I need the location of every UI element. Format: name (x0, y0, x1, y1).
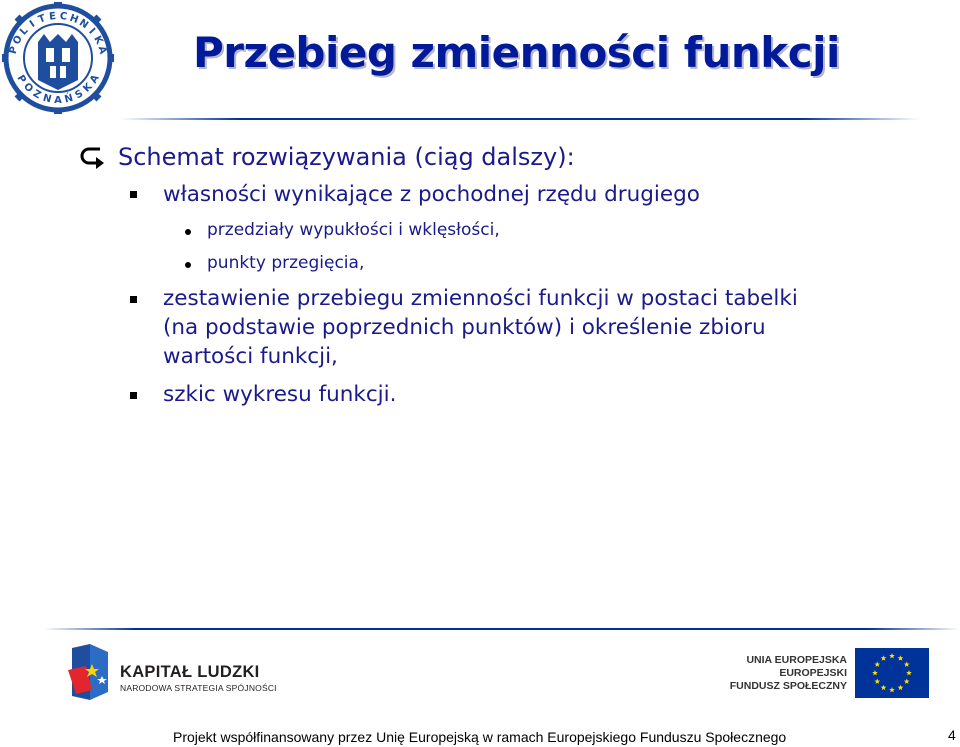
list-item-line: zestawienie przebiegu zmienności funkcji w postaci tabelki (163, 286, 798, 311)
svg-text:L: L (18, 25, 31, 38)
svg-text:T: T (37, 13, 48, 26)
svg-text:O: O (21, 81, 35, 95)
square-bullet (130, 191, 137, 198)
svg-text:P: P (14, 73, 28, 86)
svg-text:K: K (91, 34, 105, 47)
svg-text:H: H (68, 12, 80, 26)
svg-text:I: I (86, 26, 97, 37)
svg-text:C: C (59, 10, 68, 23)
list-item-line: wartości funkcji, (163, 344, 338, 369)
svg-text:Z: Z (30, 88, 43, 102)
curved-arrow-bullet-icon (80, 144, 106, 170)
kapital-ludzki-subtitle: NARODOWA STRATEGIA SPÓJNOŚCI (120, 683, 277, 693)
kapital-ludzki-title: KAPITAŁ LUDZKI (120, 663, 260, 681)
square-bullet (130, 392, 137, 399)
project-footer-text: Projekt współfinansowany przez Unię Europejską w ramach Europejskiego Funduszu Społecznego (173, 729, 787, 745)
svg-text:S: S (73, 88, 86, 102)
svg-text:Ń: Ń (63, 92, 75, 106)
footer-divider (44, 628, 960, 630)
svg-text:A: A (88, 73, 102, 86)
list-item-line: (na podstawie poprzednich punktów) i określenie zbioru (163, 315, 766, 340)
svg-text:N: N (76, 17, 91, 32)
list-item: punkty przegięcia, (207, 253, 365, 273)
list-item: własności wynikające z pochodnej rzędu drugiego (163, 182, 700, 207)
svg-text:E: E (48, 10, 57, 23)
svg-text:A: A (95, 45, 109, 56)
title-divider (120, 118, 920, 120)
round-bullet (185, 262, 191, 268)
kapital-ludzki-logo-icon (66, 642, 114, 704)
svg-text:A: A (54, 95, 62, 106)
eu-label-line: EUROPEJSKI (779, 667, 847, 679)
round-bullet (185, 229, 191, 235)
eu-label-line: UNIA EUROPEJSKA (746, 654, 847, 666)
svg-text:P: P (7, 45, 21, 56)
eu-flag-icon (855, 648, 929, 698)
svg-text:K: K (81, 81, 95, 95)
svg-text:I: I (27, 18, 38, 30)
svg-text:O: O (11, 33, 25, 47)
eu-label-line: FUNDUSZ SPOŁECZNY (729, 680, 847, 692)
page-number: 4 (948, 727, 956, 743)
list-item: przedziały wypukłości i wklęsłości, (207, 220, 500, 240)
page-title: Przebieg zmienności funkcji (193, 28, 840, 77)
square-bullet (130, 296, 137, 303)
svg-text:N: N (41, 92, 53, 106)
list-item: szkic wykresu funkcji. (163, 382, 397, 407)
section-heading: Schemat rozwiązywania (ciąg dalszy): (118, 143, 575, 171)
university-logo (2, 2, 114, 114)
